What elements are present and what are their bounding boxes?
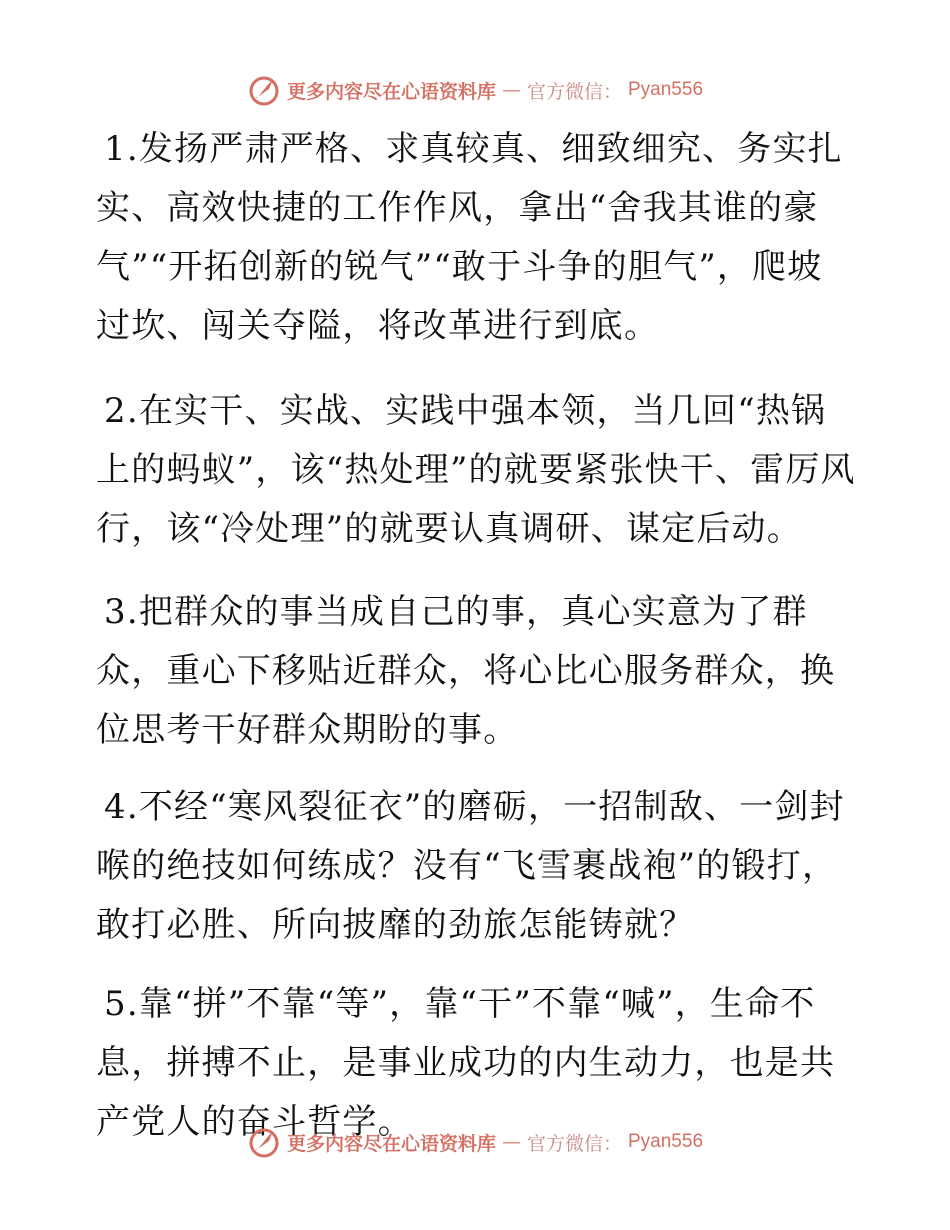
list-item: 3.把群众的事当成自己的事，真心实意为了群众，重心下移贴近群众，将心比心服务群众，换位思考干好群众期盼的事。	[96, 592, 836, 750]
header-contact-id: Pyan556	[628, 79, 704, 100]
list-item: 2.在实干、实战、实践中强本领，当几回“热锅上的蚂蚁”，该“热处理”的就要紧张快干、雷厉风行，该“冷处理”的就要认真调研、谋定后动。	[96, 391, 856, 549]
footer-contact-label: 官方微信：	[526, 1132, 622, 1155]
header-brand-text: 更多内容尽在心语资料库	[286, 80, 496, 103]
header-separator: —	[501, 79, 521, 101]
header-contact-label: 官方微信：	[526, 80, 622, 103]
quill-pen-circle-logo-icon	[247, 73, 281, 107]
list-item: 5.靠“拼”不靠“等”，靠“干”不靠“喊”，生命不息，拼搏不止，是事业成功的内生动力，也是共产党人的奋斗哲学。	[96, 984, 836, 1142]
quill-pen-circle-logo-icon	[247, 1125, 281, 1159]
page-header-watermark	[0, 70, 950, 110]
page-footer-watermark	[0, 1122, 950, 1162]
footer-contact-id: Pyan556	[628, 1131, 704, 1152]
list-item: 1.发扬严肃严格、求真较真、细致细究、务实扎实、高效快捷的工作作风，拿出“舍我其谁的豪气”“开拓创新的锐气”“敢于斗争的胆气”，爬坡过坎、闯关夺隘，将改革进行到底。	[96, 129, 843, 346]
document-body	[96, 120, 856, 1174]
footer-brand-text: 更多内容尽在心语资料库	[286, 1132, 496, 1155]
footer-separator: —	[501, 1131, 521, 1153]
list-item: 4.不经“寒风裂征衣”的磨砺，一招制敌、一剑封喉的绝技如何练成？没有“飞雪裹战袍”的锻打，敢打必胜、所向披靡的劲旅怎能铸就？	[96, 787, 845, 945]
